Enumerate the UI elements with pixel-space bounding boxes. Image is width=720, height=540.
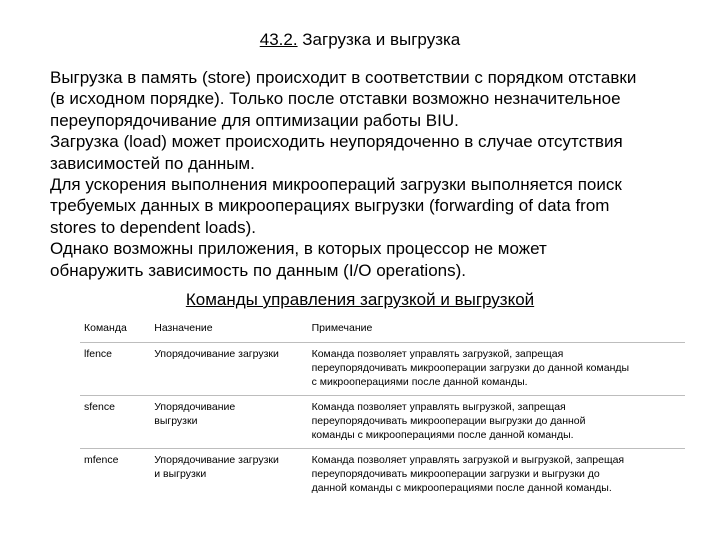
body-line: Для ускорения выполнения микроопераций загрузки выполняется поиск (50, 175, 622, 195)
table-row (80, 449, 685, 502)
body-line: Выгрузка в память (store) происходит в соответствии с порядком отставки (50, 68, 637, 87)
cell-note-line: переупорядочивать микрооперации выгрузки до данной (311, 415, 586, 427)
cell-command: sfence (80, 396, 150, 449)
cell-note-line: с микрооперациями после данной команды. (311, 376, 528, 388)
body-line: Однако возможны приложения, в которых процессор не может (50, 239, 547, 259)
header-purpose: Назначение (154, 322, 213, 334)
cell-note (308, 343, 685, 396)
cell-note-line: Команда позволяет управлять загрузкой и выгрузкой, запрещая (311, 454, 625, 466)
table-title: Команды управления загрузкой и выгрузкой (185, 290, 535, 309)
cell-note (308, 396, 685, 449)
body-paragraph (50, 67, 690, 281)
section-title-text: Загрузка и выгрузка (297, 30, 461, 49)
cell-note-line: Команда позволяет управлять выгрузкой, запрещая (311, 401, 566, 413)
body-line: stores to dependent loads). (50, 217, 257, 237)
cell-note-line: переупорядочивать микрооперации загрузки и выгрузки до (311, 468, 600, 480)
table-row (80, 343, 685, 396)
cell-purpose-line: Упорядочивание загрузки (154, 348, 279, 360)
cell-command: lfence (80, 343, 150, 396)
cell-purpose-line: и выгрузки (154, 468, 207, 480)
cell-purpose-line: Упорядочивание загрузки (154, 454, 279, 466)
cell-purpose (150, 449, 307, 502)
body-line: переупорядочивание для оптимизации работы BIU. (50, 110, 459, 130)
cell-note-line: Команда позволяет управлять загрузкой, запрещая (311, 348, 564, 360)
body-line: (в исходном порядке). Только после отставки возможно незначительное (50, 89, 621, 109)
section-title (0, 30, 720, 50)
cell-note-line: команды с микрооперациями после данной команды. (311, 429, 574, 441)
section-number: 43.2. (259, 30, 298, 49)
cell-purpose-line: Упорядочивание (154, 401, 236, 413)
header-command: Команда (84, 322, 127, 334)
cell-note (308, 449, 685, 502)
cell-purpose-line: выгрузки (154, 415, 198, 427)
body-line: обнаружить зависимость по данным (I/O operations). (50, 260, 466, 280)
body-line: зависимостей по данным. (50, 153, 255, 173)
cell-note-line: переупорядочивать микрооперации загрузки до данной команды (311, 362, 630, 374)
body-line: требуемых данных в микрооперациях выгрузки (forwarding of data from (50, 196, 610, 216)
cell-purpose (150, 343, 307, 396)
table-header-row (80, 318, 685, 343)
table-row (80, 396, 685, 449)
cell-command: mfence (80, 449, 150, 502)
cell-note-line: данной команды с микрооперациями после данной команды. (311, 482, 612, 494)
body-line: Загрузка (load) может происходить неупорядоченно в случае отсутствия (50, 132, 623, 152)
cell-purpose (150, 396, 307, 449)
header-note: Примечание (311, 322, 373, 334)
commands-table (80, 318, 685, 501)
